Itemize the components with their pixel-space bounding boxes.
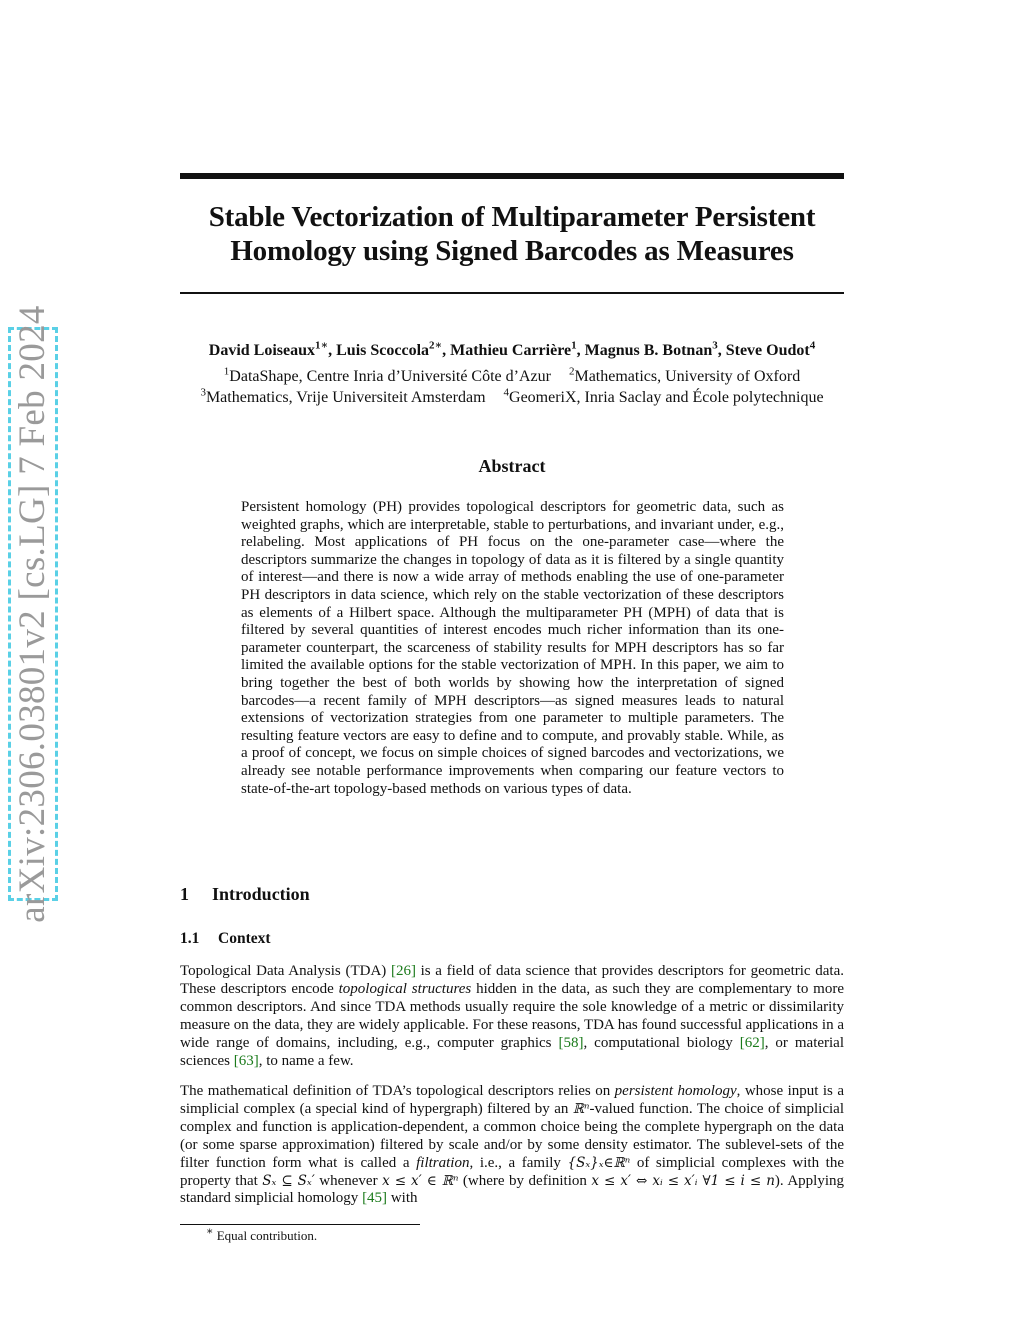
affiliation-text: Mathematics, Vrije Universiteit Amsterdam	[205, 389, 486, 406]
citation-link[interactable]: [58]	[558, 1034, 584, 1051]
footnote-text: Equal contribution.	[216, 1228, 318, 1243]
emphasis: filtration	[416, 1154, 470, 1171]
author-mark: 2∗	[429, 339, 443, 352]
footnote-rule	[180, 1224, 420, 1225]
affiliation-mark: 2	[568, 365, 575, 378]
body-paragraph	[180, 1083, 844, 1208]
author-name: Steve Oudot	[725, 342, 810, 359]
text-run: , i.e., a family	[469, 1154, 568, 1171]
text-run: , to name a few.	[258, 1052, 354, 1069]
section-title: Introduction	[212, 884, 310, 904]
text-run: , whose input is a simplicial complex (a special kind of hypergraph) filtered by an	[180, 1083, 844, 1117]
affiliation-mark: 3	[200, 386, 206, 399]
author-name: Mathieu Carrière	[450, 342, 572, 359]
subsection-heading	[180, 929, 271, 949]
author-list: David Loiseaux$^{1∗}$, Luis Scoccola$^{2∗}$, Mathieu Carrière$^1$, Magnus B. Botnan$^3$, Steve Oudot$^4$	[208, 339, 816, 359]
affiliation-text: DataShape, Centre Inria d’Université Côte d’Azur	[229, 368, 551, 385]
author-mark: 4	[809, 339, 816, 352]
affiliation-line	[120, 367, 904, 387]
affiliation-mark: 4	[503, 386, 510, 399]
text-run: -valued function. The choice of simplicial complex and function is application-dependent, a common choice being the complete hypergraph on the data (or some sparse approximation) filtered by scale and/or by some density estimator. The sublevel-sets of the filter function form what is called a	[180, 1100, 845, 1171]
author-name: David Loiseaux	[208, 342, 316, 359]
subsection-title: Context	[218, 930, 271, 947]
body-paragraph	[180, 963, 844, 1070]
text-run: whenever	[314, 1172, 383, 1189]
title-bottom-rule	[180, 292, 844, 294]
text-run: hidden in the data, as such they are complementary to more common descriptors. And since TDA methods usually require the sole knowledge of a metric or dissimilarity measure on the data, they are widely applicable. For these reasons, TDA has found successful applications in a wide range of domains, including, e.g., computer graphics	[180, 980, 844, 1051]
math-inline: x ≤ x′ ⇔ xᵢ ≤ x′ᵢ ∀1 ≤ i ≤ n	[591, 1172, 775, 1189]
abstract-text: Persistent homology (PH) provides topological descriptors for geometric data, such as weighted graphs, which are interpretable, stable to perturbations, and invariant under, e.g., relabeling. Most applications of PH focus on the one-parameter case—where the descriptors summarize the changes in topology of data as it is filtered by a single quantity of interest—and there is now a wide array of methods enabling the use of one-parameter PH descriptors in data science, which rely on the stable vectorization of these descriptors as elements of a Hilbert space. Although the multiparameter PH (MPH) of data that is filtered by several quantities of interest encodes much richer information than its one-parameter counterpart, the scarceness of stability results for MPH descriptors has so far limited the available options for the stable vectorization of MPH. In this paper, we aim to bring together the best of both worlds by showing how the interpretation of signed barcodes—a recent family of MPH descriptors—as signed measures leads to natural extensions of vectorization strategies from one parameter to multiple parameters. The resulting feature vectors are easy to define and to compute, and provably stable. While, as a proof of concept, we focus on simple choices of signed barcodes and vectorizations, we already see notable performance improvements when comparing our feature vectors to state-of-the-art topology-based methods on various types of data.	[241, 499, 784, 797]
author-name: Luis Scoccola	[336, 342, 430, 359]
math-inline: Sₓ ⊆ Sₓ′	[262, 1172, 315, 1189]
arxiv-identifier[interactable]: arXiv:2306.03801v2 [cs.LG] 7 Feb 2024	[12, 305, 53, 923]
subsection-number: 1.1	[180, 930, 200, 947]
paper-title: Stable Vectorization of Multiparameter Persistent Homology using Signed Barcodes as Measures	[208, 201, 816, 267]
affiliation-mark: 1	[223, 365, 230, 378]
citation-link[interactable]: [63]	[233, 1052, 259, 1069]
citation-link[interactable]: [62]	[739, 1034, 765, 1051]
section-heading	[180, 883, 310, 905]
math-inline: ℝⁿ	[572, 1100, 590, 1117]
text-run: of simplicial complexes with the property that	[180, 1154, 845, 1189]
citation-link[interactable]: [26]	[390, 963, 416, 979]
affiliation-text: GeomeriX, Inria Saclay and École polytechnique	[509, 389, 824, 406]
affiliation-line	[120, 388, 904, 408]
text-run: ). Applying standard simplicial homology	[180, 1172, 844, 1207]
abstract-heading: Abstract	[478, 456, 546, 476]
emphasis: topological structures	[338, 980, 472, 997]
author-name: Magnus B. Botnan	[584, 342, 713, 359]
text-run: (where by definition	[458, 1172, 592, 1189]
footnote	[206, 1225, 318, 1244]
text-run: with	[387, 1190, 418, 1207]
citation-link[interactable]: [45]	[362, 1190, 388, 1207]
text-run: , computational biology	[583, 1034, 740, 1051]
emphasis: persistent homology	[614, 1083, 737, 1099]
math-inline: x ≤ x′ ∈ ℝⁿ	[382, 1172, 459, 1189]
text-run: Topological Data Analysis (TDA)	[180, 963, 391, 979]
title-top-rule	[180, 173, 844, 179]
text-run: , or material sciences	[180, 1034, 845, 1069]
math-inline: {Sₓ}ₓ∈ℝⁿ	[567, 1154, 631, 1171]
text-run: is a field of data science that provides descriptors for geometric data. These descriptors encode	[180, 963, 844, 997]
affiliation-text: Mathematics, University of Oxford	[574, 368, 801, 385]
author-mark: 3	[712, 339, 718, 352]
footnote-mark: ∗	[206, 1225, 214, 1238]
section-number: 1	[180, 884, 189, 904]
text-run: The mathematical definition of TDA’s topological descriptors relies on	[180, 1083, 615, 1099]
author-mark: 1	[571, 339, 577, 352]
author-mark: 1∗	[315, 339, 329, 352]
